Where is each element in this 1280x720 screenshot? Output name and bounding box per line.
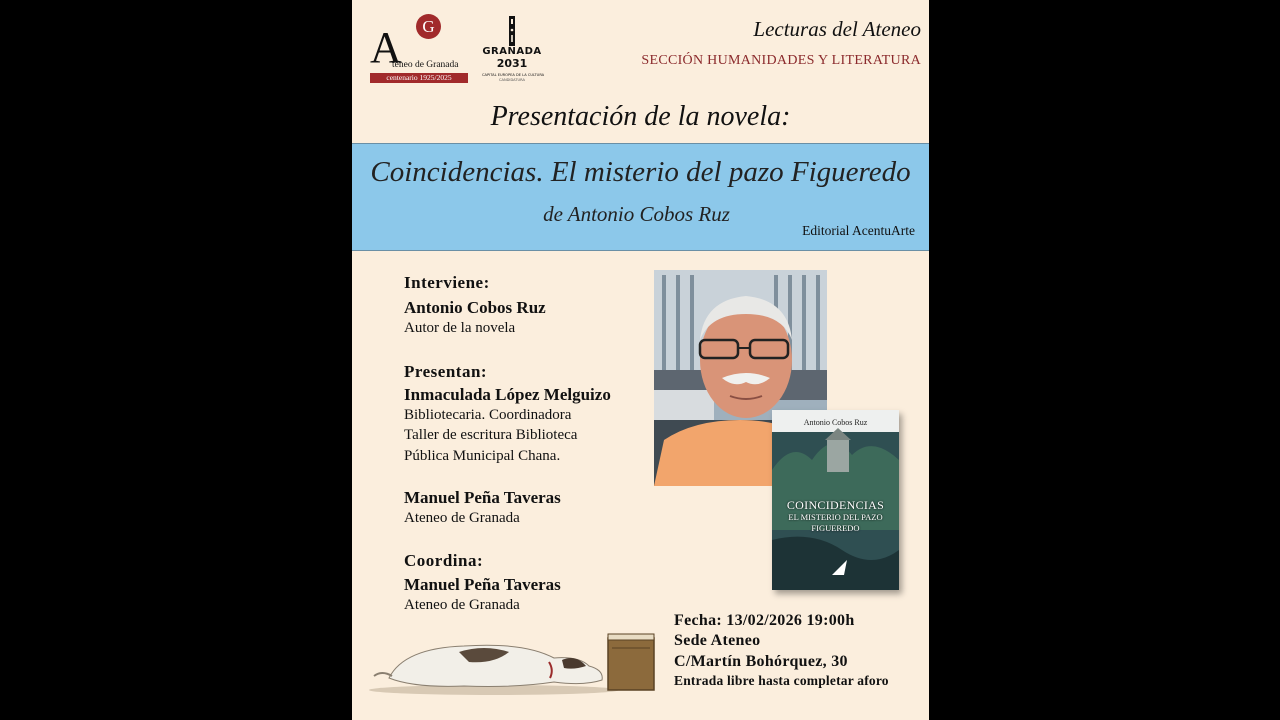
ateneo-logo-badge: G xyxy=(416,14,441,39)
ateneo-logo xyxy=(370,12,470,84)
event-venue: Sede Ateneo xyxy=(674,632,761,649)
ateneo-logo-name: teneo de Granada xyxy=(392,60,459,70)
book-cover-subtitle: FIGUEREDO xyxy=(811,523,860,533)
ateneo-logo-letter: A xyxy=(370,23,402,72)
granada-2031-logo xyxy=(482,16,545,84)
section-title: SECCIÓN HUMANIDADES Y LITERATURA xyxy=(641,53,921,68)
presenter2-role: Ateneo de Granada xyxy=(404,510,520,526)
book-cover-subtitle: EL MISTERIO DEL PAZO xyxy=(788,512,883,522)
ateneo-centenary-band: centenario 1925/2025 xyxy=(370,73,468,83)
granada-logo-word: GRANADA xyxy=(482,46,542,57)
event-address: C/Martín Bohórquez, 30 xyxy=(674,653,848,670)
granada-logo-year: 2031 xyxy=(496,57,528,70)
event-note: Entrada libre hasta completar aforo xyxy=(674,673,889,688)
interviene-name: Antonio Cobos Ruz xyxy=(404,298,546,317)
event-poster xyxy=(352,0,929,720)
presenter2-name: Manuel Peña Taveras xyxy=(404,488,561,507)
presenter1-role-line: Taller de escritura Biblioteca xyxy=(404,427,578,443)
granada-logo-caption: CAPITAL EUROPEA DE LA CULTURA xyxy=(482,73,545,77)
interviene-role: Autor de la novela xyxy=(404,320,516,336)
book-publisher: Editorial AcentuArte xyxy=(802,223,915,238)
book-cover xyxy=(772,410,899,590)
series-title: Lecturas del Ateneo xyxy=(753,17,921,41)
book-cover-author: Antonio Cobos Ruz xyxy=(803,418,868,427)
sleeping-dog-illustration xyxy=(364,618,664,698)
presenter1-name: Inmaculada López Melguizo xyxy=(404,385,611,404)
granada-tower-icon xyxy=(507,16,517,46)
coordinator-name: Manuel Peña Taveras xyxy=(404,575,561,594)
presenter1-role-line: Pública Municipal Chana. xyxy=(404,448,561,464)
coordinator-role: Ateneo de Granada xyxy=(404,597,520,613)
interviene-label: Interviene: xyxy=(404,273,490,292)
event-date: Fecha: 13/02/2026 19:00h xyxy=(674,612,855,629)
granada-logo-subcaption: CANDIDATURA xyxy=(498,78,525,82)
presenter1-role-line: Bibliotecaria. Coordinadora xyxy=(404,407,572,423)
presentan-label: Presentan: xyxy=(404,362,488,381)
coordina-label: Coordina: xyxy=(404,551,484,570)
book-cover-title: COINCIDENCIAS xyxy=(786,498,885,512)
book-author: de Antonio Cobos Ruz xyxy=(543,202,730,226)
presentation-heading: Presentación de la novela: xyxy=(490,101,791,132)
book-title-band xyxy=(352,143,929,251)
book-title: Coincidencias. El misterio del pazo Figueredo xyxy=(370,156,911,188)
